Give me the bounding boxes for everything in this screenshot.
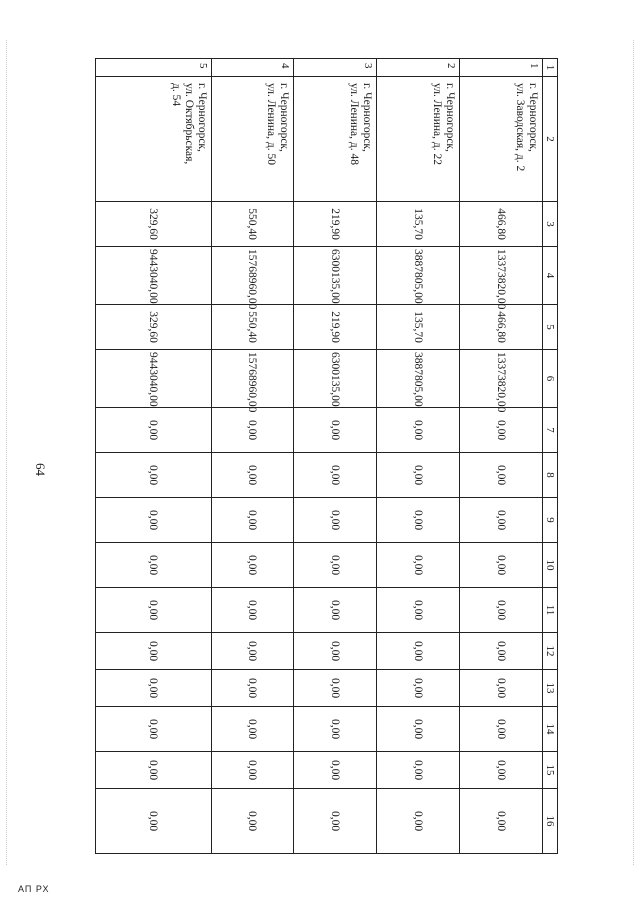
column-number: 2 bbox=[543, 77, 558, 202]
address-cell bbox=[211, 77, 294, 202]
value-cell: 0,00 bbox=[294, 453, 377, 498]
address-line: ул. Октябрьская, bbox=[182, 83, 195, 165]
value-cell: 0,00 bbox=[460, 588, 543, 633]
column-number: 1 bbox=[543, 59, 558, 77]
header-row bbox=[543, 59, 558, 854]
row-number: 3 bbox=[294, 59, 377, 77]
value-cell: 0,00 bbox=[96, 588, 212, 633]
column-number: 5 bbox=[543, 305, 558, 350]
column-number: 15 bbox=[543, 752, 558, 789]
value-cell: 0,00 bbox=[96, 670, 212, 707]
value-cell: 0,00 bbox=[377, 633, 460, 670]
value-cell: 0,00 bbox=[377, 408, 460, 453]
value-cell: 15768960,00 bbox=[211, 247, 294, 305]
value-cell: 0,00 bbox=[460, 707, 543, 752]
value-cell: 0,00 bbox=[377, 453, 460, 498]
column-number: 11 bbox=[543, 588, 558, 633]
address-line: ул. Ленина, д. 50 bbox=[265, 83, 278, 165]
value-cell: 0,00 bbox=[377, 707, 460, 752]
value-cell: 0,00 bbox=[294, 670, 377, 707]
address-cell bbox=[460, 77, 543, 202]
archive-stamp: АП РХ bbox=[18, 884, 50, 894]
value-cell: 550,40 bbox=[211, 305, 294, 350]
table-row bbox=[96, 59, 212, 854]
value-cell: 0,00 bbox=[460, 670, 543, 707]
value-cell: 0,00 bbox=[377, 670, 460, 707]
column-number: 7 bbox=[543, 408, 558, 453]
value-cell: 0,00 bbox=[460, 543, 543, 588]
value-cell: 3887805,00 bbox=[377, 247, 460, 305]
address-line: ул. Ленина, д. 48 bbox=[348, 83, 361, 165]
value-cell: 13373820,00 bbox=[460, 247, 543, 305]
value-cell: 0,00 bbox=[96, 498, 212, 543]
value-cell: 550,40 bbox=[211, 202, 294, 247]
column-number: 14 bbox=[543, 707, 558, 752]
value-cell: 0,00 bbox=[377, 498, 460, 543]
value-cell: 219,90 bbox=[294, 305, 377, 350]
value-cell: 0,00 bbox=[460, 498, 543, 543]
value-cell: 0,00 bbox=[294, 543, 377, 588]
address-line: ул. Ленина, д. 22 bbox=[431, 83, 444, 165]
value-cell: 0,00 bbox=[294, 707, 377, 752]
value-cell: 0,00 bbox=[211, 453, 294, 498]
value-cell: 0,00 bbox=[96, 408, 212, 453]
scan-edge-right bbox=[633, 40, 635, 865]
value-cell: 6300135,00 bbox=[294, 247, 377, 305]
value-cell: 13373820,00 bbox=[460, 350, 543, 408]
value-cell: 0,00 bbox=[460, 408, 543, 453]
value-cell: 0,00 bbox=[96, 453, 212, 498]
value-cell: 0,00 bbox=[460, 633, 543, 670]
value-cell: 0,00 bbox=[96, 789, 212, 854]
value-cell: 9443040,00 bbox=[96, 350, 212, 408]
value-cell: 0,00 bbox=[294, 633, 377, 670]
value-cell: 0,00 bbox=[96, 633, 212, 670]
column-number: 16 bbox=[543, 789, 558, 854]
value-cell: 9443040,00 bbox=[96, 247, 212, 305]
row-number: 2 bbox=[377, 59, 460, 77]
value-cell: 0,00 bbox=[294, 789, 377, 854]
column-number: 8 bbox=[543, 453, 558, 498]
value-cell: 0,00 bbox=[377, 543, 460, 588]
table-row bbox=[211, 59, 294, 854]
row-number: 4 bbox=[211, 59, 294, 77]
value-cell: 0,00 bbox=[96, 707, 212, 752]
row-number: 1 bbox=[460, 59, 543, 77]
value-cell: 0,00 bbox=[294, 588, 377, 633]
column-number: 4 bbox=[543, 247, 558, 305]
data-table bbox=[95, 58, 558, 854]
table-row bbox=[294, 59, 377, 854]
address-line: ул. Заводская, д. 2 bbox=[514, 83, 526, 172]
value-cell: 135,70 bbox=[377, 202, 460, 247]
column-number: 13 bbox=[543, 670, 558, 707]
address-cell bbox=[294, 77, 377, 202]
row-number: 5 bbox=[96, 59, 212, 77]
value-cell: 0,00 bbox=[460, 453, 543, 498]
value-cell: 0,00 bbox=[211, 670, 294, 707]
value-cell: 0,00 bbox=[211, 752, 294, 789]
value-cell: 6300135,00 bbox=[294, 350, 377, 408]
value-cell: 3887805,00 bbox=[377, 350, 460, 408]
value-cell: 0,00 bbox=[294, 752, 377, 789]
address-line: д. 54 bbox=[169, 83, 182, 107]
value-cell: 0,00 bbox=[377, 752, 460, 789]
value-cell: 329,60 bbox=[96, 202, 212, 247]
value-cell: 0,00 bbox=[460, 789, 543, 854]
address-line: г. Черногорск, bbox=[278, 83, 291, 152]
value-cell: 0,00 bbox=[377, 588, 460, 633]
value-cell: 0,00 bbox=[96, 543, 212, 588]
value-cell: 0,00 bbox=[211, 707, 294, 752]
column-number: 10 bbox=[543, 543, 558, 588]
value-cell: 466,80 bbox=[460, 202, 543, 247]
value-cell: 0,00 bbox=[96, 752, 212, 789]
column-number: 6 bbox=[543, 350, 558, 408]
value-cell: 0,00 bbox=[211, 633, 294, 670]
table-container bbox=[95, 58, 558, 853]
value-cell: 0,00 bbox=[294, 498, 377, 543]
value-cell: 0,00 bbox=[377, 789, 460, 854]
column-number: 3 bbox=[543, 202, 558, 247]
value-cell: 219,90 bbox=[294, 202, 377, 247]
value-cell: 0,00 bbox=[211, 789, 294, 854]
address-line: г. Черногорск, bbox=[527, 83, 539, 152]
value-cell: 0,00 bbox=[294, 408, 377, 453]
value-cell: 0,00 bbox=[211, 498, 294, 543]
address-line: г. Черногорск, bbox=[195, 83, 208, 152]
value-cell: 329,60 bbox=[96, 305, 212, 350]
address-line: г. Черногорск, bbox=[444, 83, 457, 152]
value-cell: 0,00 bbox=[211, 408, 294, 453]
address-cell bbox=[377, 77, 460, 202]
table-row bbox=[460, 59, 543, 854]
address-line: г. Черногорск, bbox=[361, 83, 374, 152]
column-number: 9 bbox=[543, 498, 558, 543]
table-row bbox=[377, 59, 460, 854]
page-number: 64 bbox=[33, 463, 48, 476]
value-cell: 15768960,00 bbox=[211, 350, 294, 408]
column-number: 12 bbox=[543, 633, 558, 670]
address-cell bbox=[96, 77, 212, 202]
value-cell: 135,70 bbox=[377, 305, 460, 350]
value-cell: 0,00 bbox=[460, 752, 543, 789]
value-cell: 0,00 bbox=[211, 588, 294, 633]
scan-edge-left bbox=[6, 40, 8, 865]
value-cell: 466,80 bbox=[460, 305, 543, 350]
value-cell: 0,00 bbox=[211, 543, 294, 588]
